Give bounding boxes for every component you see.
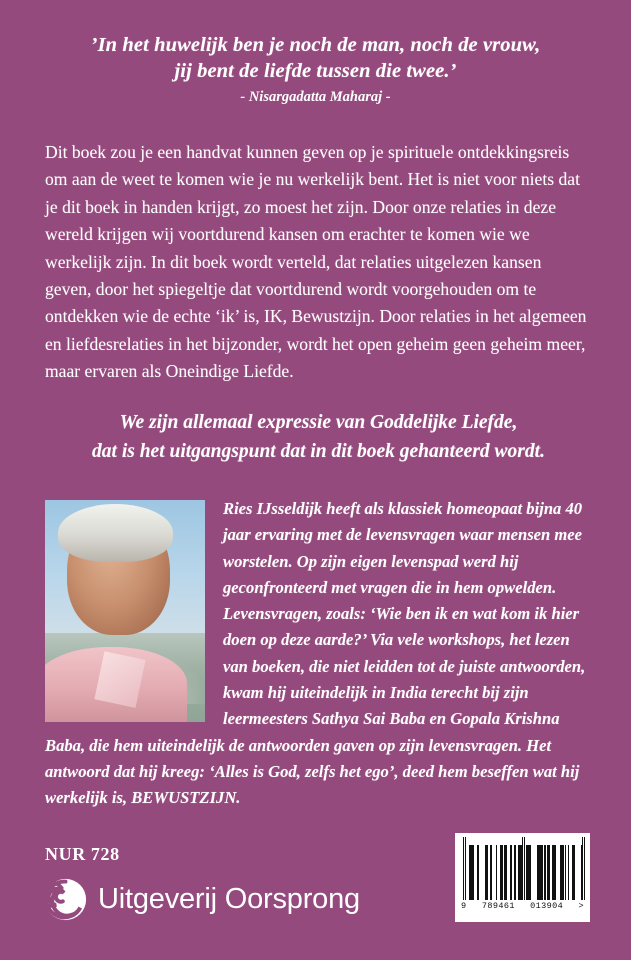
quote-line-2: jij bent de liefde tussen die twee.’ bbox=[174, 60, 457, 82]
nur-code: NUR 728 bbox=[45, 844, 120, 864]
publisher-name: Uitgeverij Oorsprong bbox=[98, 883, 360, 915]
emphasis-line-1: We zijn allemaal expressie van Goddelijke Liefde, bbox=[119, 412, 518, 433]
emphasis-line-2: dat is het uitgangspunt dat in dit boek gehanteerd wordt. bbox=[92, 441, 545, 462]
barcode-digit-left: 9 bbox=[461, 901, 467, 911]
emphasis-statement bbox=[45, 408, 592, 466]
barcode-digits bbox=[460, 900, 585, 911]
quote-line-1: ’In het huwelijk ben je noch de man, noch de vrouw, bbox=[90, 34, 541, 56]
barcode-digit-right: > bbox=[578, 901, 584, 911]
author-portrait-photo bbox=[45, 500, 205, 722]
blurb-paragraph: Dit boek zou je een handvat kunnen geven op je spirituele ontdekkingsreis om aan de weet te komen wie je nu werkelijk bent. Het is niet voor niets dat je dit boek in handen krijgt, zo moest het zijn. Door onze relaties in deze wereld krijgen wij voortdurend kansen om erachter te komen wie we werkelijk zijn. In dit boek wordt verteld, dat relaties uitgelezen kansen geven, door het spiegeltje dat voortdurend wordt voorgehouden om te ontdekken wie de echte ‘ik’ is, IK, Bewustzijn. Door relaties in het algemeen en liefdesrelaties in het bijzonder, wordt het open geheim geen geheim meer, maar ervaren als Oneindige Liefde. bbox=[45, 142, 587, 382]
barcode-digit-group-1: 789461 bbox=[481, 901, 515, 911]
author-section bbox=[45, 496, 592, 812]
isbn-barcode bbox=[455, 833, 590, 922]
author-biography: Ries IJsseldijk heeft als klassiek homeopaat bijna 40 jaar ervaring met de levensvragen waar mensen mee worstelen. Op zijn eigen levenspad werd hij geconfronteerd met vragen die in hem opwelden. Levensvragen, zoals: ‘Wie ben ik en wat kom ik hier doen op deze aarde?’ Via vele workshops, het lezen van boeken, die niet leidden tot de juiste antwoorden, kwam hij uiteindelijk in India terecht bij zijn leermeesters Sathya Sai Baba en Gopala Krishna Baba, die hem uiteindelijk de antwoorden gaven op zijn levensvragen. Het antwoord dat hij kreeg: ‘Alles is God, zelfs het ego’, deed hem beseffen wat hij werkelijk is, BEWUSTZIJN. bbox=[45, 499, 586, 808]
photo-hair bbox=[58, 504, 173, 562]
barcode-digit-group-2: 013904 bbox=[530, 901, 564, 911]
quote-attribution: - Nisargadatta Maharaj - bbox=[240, 89, 391, 105]
epigraph-quote bbox=[45, 32, 586, 108]
barcode-bars bbox=[463, 837, 585, 900]
publisher-logo bbox=[44, 878, 360, 921]
spiral-icon bbox=[44, 878, 87, 921]
